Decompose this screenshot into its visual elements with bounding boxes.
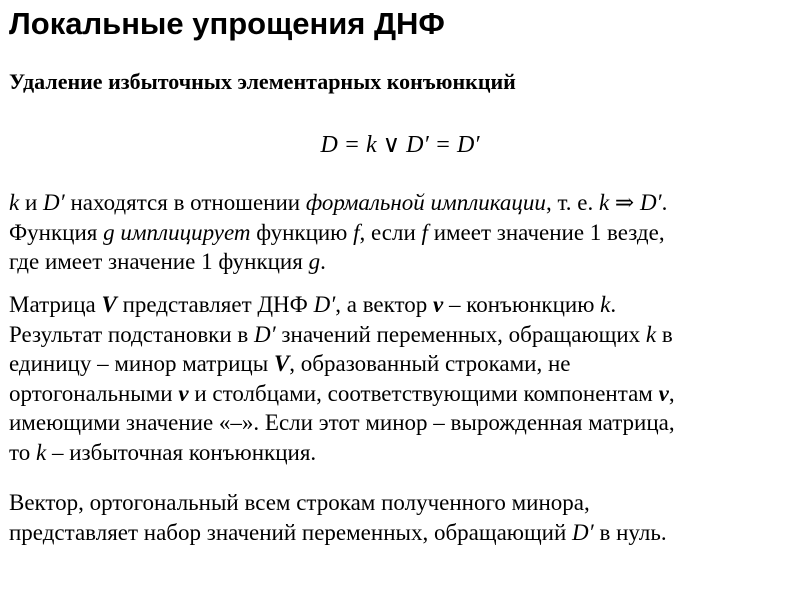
math-k: k [645, 321, 657, 347]
text-span: Результат подстановки в [9, 321, 255, 347]
text-line [9, 488, 791, 518]
text-span: имеет значение 1 везде, [427, 219, 665, 245]
formula: D = k ∨ D′ = D′ [320, 132, 480, 158]
math-d-prime: D′ [572, 519, 594, 545]
math-matrix-v: V [273, 351, 290, 376]
text-line [9, 518, 791, 548]
text-span: – конъюнкцию [443, 292, 601, 317]
paragraph-implication [9, 188, 791, 277]
math-implication: k ⇒ D′ [598, 190, 662, 215]
term-formal-implication: формальной импликации [305, 190, 546, 215]
text-span: в [656, 321, 673, 347]
text-span: , если [359, 219, 422, 245]
math-k: k [9, 190, 20, 215]
math-f: f [353, 219, 360, 245]
text-span: , образованный строками, не [289, 351, 571, 376]
text-span: и [19, 190, 44, 215]
text-span: Функция [9, 219, 104, 245]
paragraph-orthogonal-vector [9, 488, 791, 547]
math-d-prime: D′ [313, 292, 336, 317]
text-line [9, 290, 791, 320]
text-span: представляет набор значений переменных, обращающий [9, 519, 573, 545]
text-span: единицу – минор матрицы [9, 351, 274, 376]
math-d-prime: D′ [43, 190, 65, 215]
text-span: имеющими значение «–». Если этот минор – вырожденная матрица, [9, 410, 675, 435]
text-span: , а вектор [335, 292, 434, 317]
math-g: g [103, 219, 115, 245]
slide-title: Локальные упрощения ДНФ [9, 6, 445, 41]
paragraph-matrix [9, 290, 791, 467]
text-span: находятся в отношении [64, 190, 306, 215]
text-line [9, 438, 791, 468]
math-matrix-v: V [101, 292, 117, 317]
text-line [9, 218, 791, 248]
text-span: ортогональными [9, 380, 179, 406]
section-subtitle: Удаление избыточных элементарных конъюнкций [9, 69, 516, 94]
text-span: Вектор, ортогональный всем строкам полученного минора, [9, 490, 590, 515]
math-g: g [308, 249, 321, 274]
text-line [9, 408, 791, 438]
text-span: . [320, 249, 326, 274]
text-line [9, 188, 791, 218]
math-vector-v: v [658, 380, 669, 406]
text-span: то [9, 439, 36, 465]
math-vector-v: v [433, 292, 444, 317]
math-d-prime: D′ [254, 321, 276, 347]
math-vector-v: v [178, 380, 189, 406]
text-span: значений переменных, обращающих [275, 321, 646, 347]
text-span: представляет ДНФ [116, 292, 314, 317]
text-line [9, 247, 791, 277]
text-span: в нуль. [593, 519, 667, 545]
text-line [9, 320, 791, 350]
text-span: Матрица [9, 292, 102, 317]
text-line [9, 349, 791, 379]
text-span: – избыточная конъюнкция. [46, 439, 317, 465]
math-k: k [600, 292, 611, 317]
text-span: функцию [250, 219, 354, 245]
math-f: f [421, 219, 428, 245]
text-span: где имеет значение 1 функция [9, 249, 309, 274]
text-span: , т. е. [545, 190, 599, 215]
text-span: . [661, 190, 668, 215]
text-span: и столбцами, соответствующими компонентам [188, 380, 659, 406]
math-k: k [36, 439, 47, 465]
term-implies: имплицирует [120, 219, 251, 245]
text-span: , [668, 380, 675, 406]
text-span: . [610, 292, 617, 317]
text-line [9, 379, 791, 409]
